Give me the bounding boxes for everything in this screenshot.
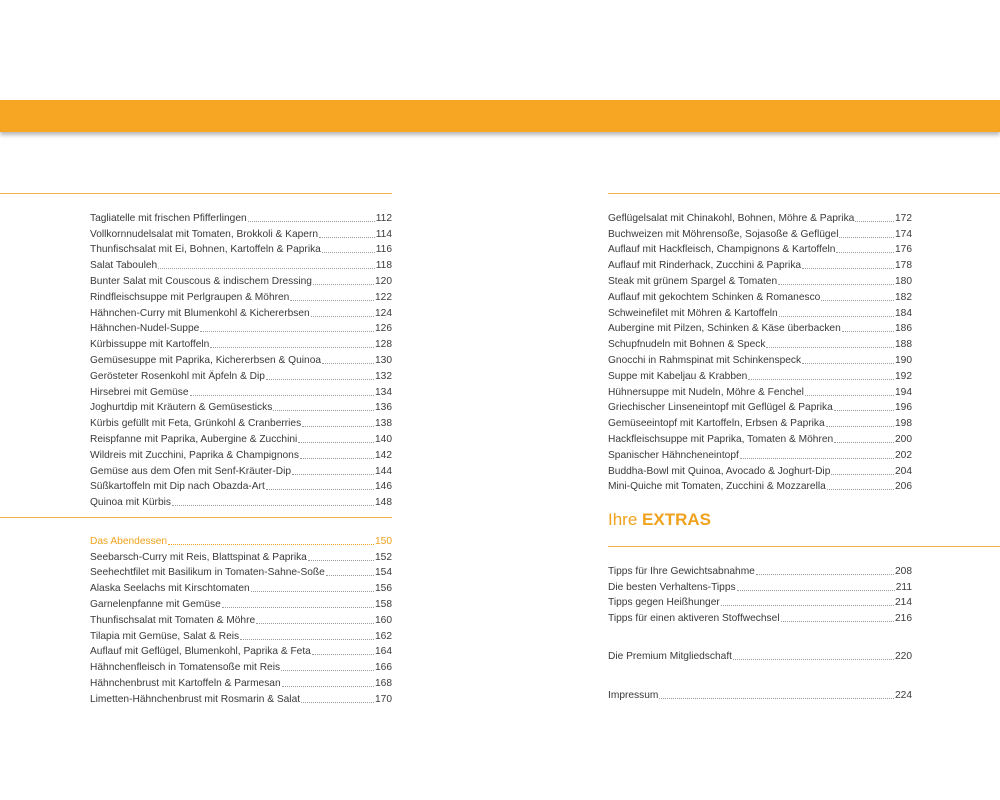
toc-entry[interactable] [90, 478, 392, 494]
dot-leader [248, 220, 375, 222]
toc-entry-page: 126 [375, 323, 392, 335]
toc-entry[interactable] [90, 256, 392, 272]
toc-entry[interactable] [90, 414, 392, 430]
toc-entry-page: 220 [895, 650, 912, 662]
toc-entry-page: 168 [375, 677, 392, 689]
dot-leader [836, 251, 894, 253]
toc-entry[interactable] [90, 241, 392, 257]
toc-entry-page: 144 [375, 465, 392, 477]
toc-entry[interactable] [90, 367, 392, 383]
dot-leader [821, 299, 894, 301]
toc-entry-page: 204 [895, 465, 912, 477]
toc-entry-page: 122 [375, 291, 392, 303]
toc-entry-title: Die besten Verhaltens-Tipps [608, 581, 736, 593]
toc-entry-page: 156 [375, 583, 392, 595]
dot-leader [834, 441, 894, 443]
toc-entry[interactable] [90, 532, 392, 548]
toc-entry-title: Alaska Seelachs mit Kirschtomaten [90, 583, 250, 595]
dot-leader [748, 378, 894, 380]
toc-entry[interactable] [90, 320, 392, 336]
dot-leader [737, 589, 895, 591]
toc-entry-title: Süßkartoffeln mit Dip nach Obazda-Art [90, 481, 265, 493]
toc-entry-title: Schweinefilet mit Möhren & Kartoffeln [608, 307, 778, 319]
extras-heading-bold: EXTRAS [642, 510, 711, 529]
toc-entry-title: Seehechtfilet mit Basilikum in Tomaten-Sahne-Soße [90, 567, 325, 579]
dot-leader [168, 543, 374, 545]
toc-entry-title: Seebarsch-Curry mit Reis, Blattspinat & Paprika [90, 551, 307, 563]
toc-entry[interactable] [608, 647, 912, 663]
toc-entry-title: Gemüsesuppe mit Paprika, Kichererbsen & Quinoa [90, 354, 322, 366]
toc-entry-title: Steak mit grünem Spargel & Tomaten [608, 275, 778, 287]
toc-entry-page: 178 [895, 260, 912, 272]
toc-entry-page: 176 [895, 244, 912, 256]
dot-leader [659, 697, 894, 699]
toc-entry[interactable] [608, 399, 912, 415]
toc-entry-title: Suppe mit Kabeljau & Krabben [608, 370, 748, 382]
toc-entry[interactable] [608, 562, 912, 578]
toc-entry[interactable] [90, 446, 392, 462]
toc-entry[interactable] [90, 335, 392, 351]
dot-leader [311, 315, 374, 317]
dot-leader [190, 394, 374, 396]
toc-entry-page: 224 [895, 689, 912, 701]
dot-leader [834, 409, 894, 411]
dot-leader [740, 457, 894, 459]
dot-leader [256, 622, 374, 624]
dot-leader [273, 409, 374, 411]
toc-entry[interactable] [608, 478, 912, 494]
toc-list [608, 647, 912, 663]
toc-entry-title: Kürbissuppe mit Kartoffeln [90, 339, 210, 351]
toc-entry-page: 180 [895, 275, 912, 287]
toc-entry-title: Auflauf mit gekochtem Schinken & Romanesco [608, 291, 821, 303]
dot-leader [298, 441, 374, 443]
toc-entry[interactable] [608, 367, 912, 383]
toc-entry-title: Hackfleischsuppe mit Paprika, Tomaten & Möhren [608, 433, 834, 445]
toc-entry-page: 188 [895, 339, 912, 351]
toc-entry-page: 211 [895, 581, 912, 593]
dot-leader [319, 236, 375, 238]
toc-entry-title: Die Premium Mitgliedschaft [608, 650, 732, 662]
toc-entry-title: Garnelenpfanne mit Gemüse [90, 598, 221, 610]
toc-entry-page: 172 [895, 212, 912, 224]
toc-entry-title: Hähnchen-Nudel-Suppe [90, 323, 200, 335]
toc-entry-title: Wildreis mit Zucchini, Paprika & Champignons [90, 449, 299, 461]
toc-entry-page: 214 [895, 597, 912, 609]
toc-entry[interactable] [90, 548, 392, 564]
left-top-rule [0, 193, 392, 194]
dot-leader [210, 346, 374, 348]
toc-entry-page: 182 [895, 291, 912, 303]
right-extras-rule [608, 546, 1000, 547]
toc-entry-title: Spanischer Hähncheneintopf [608, 449, 739, 461]
toc-entry-page: 162 [375, 630, 392, 642]
toc-entry[interactable] [608, 446, 912, 462]
toc-entry-title: Tipps gegen Heißhunger [608, 597, 720, 609]
toc-entry-page: 142 [375, 449, 392, 461]
dot-leader [839, 236, 894, 238]
toc-entry[interactable] [608, 578, 912, 594]
toc-entry-page: 152 [375, 551, 392, 563]
dot-leader [282, 685, 374, 687]
dot-leader [158, 267, 375, 269]
toc-entry-page: 200 [895, 433, 912, 445]
toc-entry-page: 192 [895, 370, 912, 382]
right-top-rule [608, 193, 1000, 194]
dot-leader [281, 669, 374, 671]
toc-entry-title: Das Abendessen [90, 535, 168, 547]
toc-entry-title: Gemüseeintopf mit Kartoffeln, Erbsen & Paprika [608, 418, 825, 430]
dot-leader [312, 653, 374, 655]
toc-entry-page: 130 [375, 354, 392, 366]
toc-list [608, 562, 912, 625]
dot-leader [300, 457, 374, 459]
toc-entry-page: 154 [375, 567, 392, 579]
dot-leader [172, 504, 374, 506]
toc-entry-page: 124 [375, 307, 392, 319]
toc-entry[interactable] [90, 643, 392, 659]
toc-entry[interactable] [90, 272, 392, 288]
toc-entry-title: Limetten-Hähnchenbrust mit Rosmarin & Salat [90, 693, 301, 705]
toc-entry[interactable] [90, 462, 392, 478]
toc-entry[interactable] [90, 304, 392, 320]
toc-entry-title: Geflügelsalat mit Chinakohl, Bohnen, Möhre & Paprika [608, 212, 855, 224]
toc-entry-page: 148 [375, 497, 392, 509]
toc-entry-title: Griechischer Linseneintopf mit Geflügel & Paprika [608, 402, 833, 414]
toc-list [608, 686, 912, 702]
toc-entry-page: 160 [375, 614, 392, 626]
toc-entry-page: 186 [895, 323, 912, 335]
dot-leader [802, 362, 894, 364]
toc-entry-title: Auflauf mit Hackfleisch, Champignons & Kartoffeln [608, 244, 836, 256]
toc-entry[interactable] [90, 674, 392, 690]
toc-entry-page: 112 [375, 212, 392, 224]
toc-entry-page: 194 [895, 386, 912, 398]
dot-leader [322, 251, 375, 253]
toc-entry-title: Schupfnudeln mit Bohnen & Speck [608, 339, 766, 351]
toc-entry[interactable] [90, 564, 392, 580]
toc-entry-title: Gnocchi in Rahmspinat mit Schinkenspeck [608, 354, 802, 366]
toc-entry[interactable] [608, 462, 912, 478]
dot-leader [721, 604, 894, 606]
dot-leader [251, 590, 374, 592]
toc-entry-title: Hähnchenfleisch in Tomatensoße mit Reis [90, 662, 281, 674]
toc-entry-title: Bunter Salat mit Couscous & indischem Dressing [90, 275, 312, 287]
toc-entry-page: 140 [375, 433, 392, 445]
dot-leader [313, 283, 374, 285]
toc-list [90, 209, 392, 509]
toc-entry-page: 202 [895, 449, 912, 461]
toc-entry[interactable] [608, 430, 912, 446]
dot-leader [266, 378, 374, 380]
dot-leader [222, 606, 374, 608]
toc-entry[interactable] [90, 658, 392, 674]
left-mid-rule [0, 517, 392, 518]
toc-entry-page: 150 [375, 535, 392, 547]
toc-entry-page: 138 [375, 418, 392, 430]
toc-entry-title: Rindfleischsuppe mit Perlgraupen & Möhren [90, 291, 290, 303]
dot-leader [805, 394, 894, 396]
toc-entry-title: Hirsebrei mit Gemüse [90, 386, 189, 398]
toc-entry[interactable] [608, 288, 912, 304]
toc-entry-title: Gerösteter Rosenkohl mit Äpfeln & Dip [90, 370, 265, 382]
toc-entry[interactable] [90, 493, 392, 509]
toc-entry-page: 118 [375, 260, 392, 272]
toc-entry-title: Hähnchenbrust mit Kartoffeln & Parmesan [90, 677, 281, 689]
dot-leader [308, 559, 374, 561]
toc-entry-page: 166 [375, 662, 392, 674]
toc-entry-title: Gemüse aus dem Ofen mit Senf-Kräuter-Dip [90, 465, 291, 477]
toc-list [90, 532, 392, 706]
dot-leader [733, 658, 894, 660]
toc-entry-title: Kürbis gefüllt mit Feta, Grünkohl & Cranberries [90, 418, 302, 430]
toc-entry[interactable] [608, 225, 912, 241]
toc-entry-title: Joghurtdip mit Kräutern & Gemüsesticks [90, 402, 273, 414]
toc-entry-page: 158 [375, 598, 392, 610]
toc-entry-title: Mini-Quiche mit Tomaten, Zucchini & Mozzarella [608, 481, 826, 493]
toc-entry[interactable] [90, 351, 392, 367]
toc-entry[interactable] [90, 579, 392, 595]
toc-entry[interactable] [90, 430, 392, 446]
dot-leader [766, 346, 894, 348]
dot-leader [779, 315, 894, 317]
toc-entry-page: 170 [375, 693, 392, 705]
toc-entry[interactable] [90, 209, 392, 225]
toc-entry[interactable] [90, 383, 392, 399]
toc-entry-page: 164 [375, 646, 392, 658]
toc-entry[interactable] [90, 595, 392, 611]
dot-leader [200, 330, 374, 332]
toc-entry-page: 184 [895, 307, 912, 319]
dot-leader [826, 425, 894, 427]
toc-entry-page: 174 [895, 228, 912, 240]
toc-entry-title: Hühnersuppe mit Nudeln, Möhre & Fenchel [608, 386, 804, 398]
dot-leader [302, 425, 374, 427]
dot-leader [290, 299, 374, 301]
toc-entry-page: 128 [375, 339, 392, 351]
toc-entry-title: Buddha-Bowl mit Quinoa, Avocado & Joghurt-Dip [608, 465, 831, 477]
toc-entry-page: 206 [895, 481, 912, 493]
toc-entry[interactable] [608, 383, 912, 399]
toc-entry[interactable] [608, 335, 912, 351]
toc-entry[interactable] [90, 225, 392, 241]
toc-entry[interactable] [608, 320, 912, 336]
toc-entry-title: Salat Tabouleh [90, 260, 158, 272]
toc-entry-page: 198 [895, 418, 912, 430]
dot-leader [831, 473, 894, 475]
extras-heading [608, 510, 711, 530]
toc-entry-page: 120 [375, 275, 392, 287]
toc-entry[interactable] [90, 690, 392, 706]
toc-entry[interactable] [90, 611, 392, 627]
toc-entry[interactable] [608, 609, 912, 625]
toc-entry-page: 208 [895, 565, 912, 577]
dot-leader [855, 220, 894, 222]
dot-leader [842, 330, 894, 332]
dot-leader [301, 701, 374, 703]
toc-entry-page: 190 [895, 354, 912, 366]
dot-leader [756, 573, 894, 575]
toc-entry-title: Thunfischsalat mit Ei, Bohnen, Kartoffeln & Paprika [90, 244, 321, 256]
toc-entry-page: 136 [375, 402, 392, 414]
toc-entry-page: 146 [375, 481, 392, 493]
toc-entry[interactable] [90, 399, 392, 415]
extras-heading-light: Ihre [608, 510, 643, 529]
toc-entry-title: Vollkornnudelsalat mit Tomaten, Brokkoli & Kapern [90, 228, 319, 240]
toc-entry-title: Tilapia mit Gemüse, Salat & Reis [90, 630, 240, 642]
toc-list [608, 209, 912, 493]
toc-entry[interactable] [608, 256, 912, 272]
toc-entry[interactable] [608, 686, 912, 702]
toc-entry-title: Thunfischsalat mit Tomaten & Möhre [90, 614, 256, 626]
toc-entry-title: Impressum [608, 689, 659, 701]
toc-entry-title: Buchweizen mit Möhrensoße, Sojasoße & Geflügel [608, 228, 839, 240]
toc-entry-title: Auflauf mit Geflügel, Blumenkohl, Paprika & Feta [90, 646, 311, 658]
toc-entry-title: Aubergine mit Pilzen, Schinken & Käse überbacken [608, 323, 841, 335]
toc-entry-title: Reispfanne mit Paprika, Aubergine & Zucchini [90, 433, 298, 445]
dot-leader [322, 362, 374, 364]
toc-entry-title: Tipps für einen aktiveren Stoffwechsel [608, 613, 780, 625]
toc-entry[interactable] [90, 288, 392, 304]
toc-entry[interactable] [608, 594, 912, 610]
header-band [0, 100, 1000, 132]
dot-leader [827, 488, 894, 490]
toc-entry-title: Auflauf mit Rinderhack, Zucchini & Paprika [608, 260, 802, 272]
toc-entry-title: Quinoa mit Kürbis [90, 497, 171, 509]
toc-entry-title: Tipps für Ihre Gewichtsabnahme [608, 565, 755, 577]
toc-entry[interactable] [90, 627, 392, 643]
toc-entry[interactable] [608, 414, 912, 430]
toc-entry-page: 134 [375, 386, 392, 398]
toc-entry-title: Tagliatelle mit frischen Pfifferlingen [90, 212, 247, 224]
dot-leader [778, 283, 894, 285]
toc-entry[interactable] [608, 351, 912, 367]
toc-entry-page: 132 [375, 370, 392, 382]
dot-leader [292, 473, 374, 475]
toc-entry-page: 196 [895, 402, 912, 414]
toc-entry[interactable] [608, 272, 912, 288]
toc-entry[interactable] [608, 304, 912, 320]
toc-entry[interactable] [608, 241, 912, 257]
toc-entry-page: 116 [375, 244, 392, 256]
dot-leader [802, 267, 894, 269]
dot-leader [326, 574, 374, 576]
dot-leader [781, 620, 894, 622]
toc-entry-page: 216 [895, 613, 912, 625]
toc-entry-page: 114 [375, 228, 392, 240]
toc-entry-title: Hähnchen-Curry mit Blumenkohl & Kichererbsen [90, 307, 310, 319]
dot-leader [240, 638, 374, 640]
toc-entry[interactable] [608, 209, 912, 225]
dot-leader [266, 488, 374, 490]
